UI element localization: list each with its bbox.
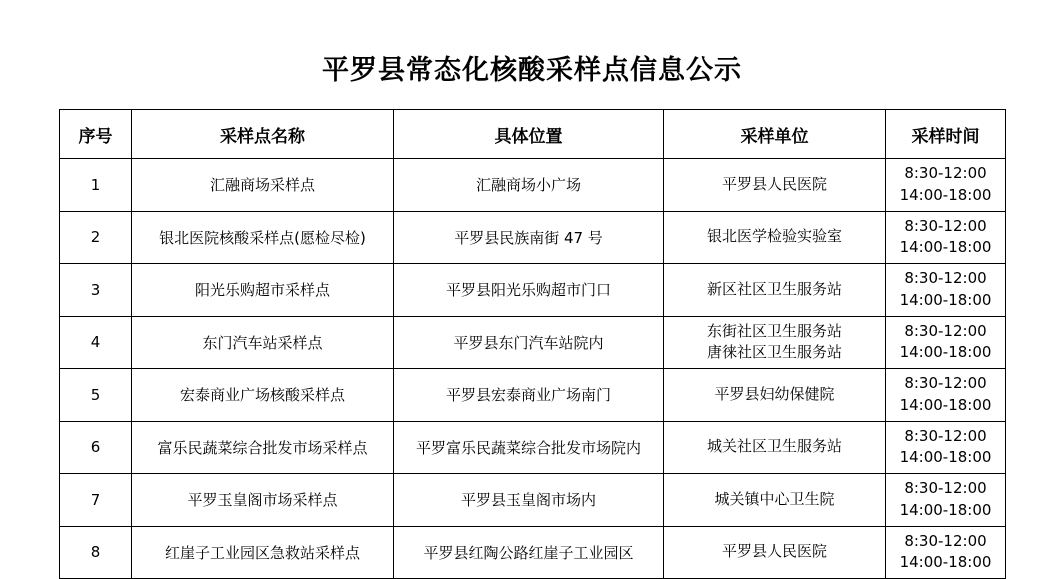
cell-name: 红崖子工业园区急救站采样点: [132, 526, 394, 579]
cell-no: 7: [60, 474, 132, 527]
cell-location: 汇融商场小广场: [394, 159, 664, 212]
table-row: [60, 369, 1006, 422]
column-header-location: 具体位置: [394, 110, 664, 159]
cell-unit: [664, 421, 886, 474]
table-header-row: [60, 110, 1006, 159]
cell-time: [886, 421, 1006, 474]
cell-unit: [664, 316, 886, 369]
cell-no: 6: [60, 421, 132, 474]
column-header-time: 采样时间: [886, 110, 1006, 159]
column-header-unit: 采样单位: [664, 110, 886, 159]
cell-unit: [664, 526, 886, 579]
unit-line: 新区社区卫生服务站: [706, 279, 842, 298]
time-line: 8:30-12:00: [904, 321, 987, 340]
cell-name: 平罗玉皇阁市场采样点: [132, 474, 394, 527]
time-line: 14:00-18:00: [899, 238, 992, 257]
unit-line: 城关社区卫生服务站: [706, 437, 842, 456]
column-header-name: 采样点名称: [132, 110, 394, 159]
unit-line: 平罗县妇幼保健院: [714, 384, 835, 403]
table-row: [60, 316, 1006, 369]
cell-location: 平罗县玉皇阁市场内: [394, 474, 664, 527]
table-row: [60, 211, 1006, 264]
page-title: 平罗县常态化核酸采样点信息公示: [322, 55, 742, 86]
cell-name: 银北医院核酸采样点(愿检尽检): [132, 211, 394, 264]
cell-no: 1: [60, 159, 132, 212]
table-body: [60, 159, 1006, 579]
cell-name: 阳光乐购超市采样点: [132, 264, 394, 317]
cell-location: 平罗县东门汽车站院内: [394, 316, 664, 369]
unit-line: 唐徕社区卫生服务站: [706, 343, 842, 362]
cell-no: 8: [60, 526, 132, 579]
unit-line: 城关镇中心卫生院: [714, 489, 835, 508]
cell-location: 平罗县宏泰商业广场南门: [394, 369, 664, 422]
table-row: [60, 264, 1006, 317]
time-line: 14:00-18:00: [899, 500, 992, 519]
time-line: 8:30-12:00: [904, 426, 987, 445]
cell-time: [886, 316, 1006, 369]
column-header-no: 序号: [60, 110, 132, 159]
cell-time: [886, 159, 1006, 212]
sampling-points-table-wrapper: [59, 109, 1005, 579]
time-line: 14:00-18:00: [899, 448, 992, 467]
time-line: 8:30-12:00: [904, 531, 987, 550]
time-line: 8:30-12:00: [904, 216, 987, 235]
cell-unit: [664, 369, 886, 422]
sampling-points-table: [59, 109, 1006, 579]
table-row: [60, 159, 1006, 212]
cell-name: 汇融商场采样点: [132, 159, 394, 212]
cell-location: 平罗县民族南街 47 号: [394, 211, 664, 264]
cell-name: 宏泰商业广场核酸采样点: [132, 369, 394, 422]
time-line: 14:00-18:00: [899, 343, 992, 362]
unit-line: 银北医学检验实验室: [706, 227, 842, 246]
unit-line: 平罗县人民医院: [721, 542, 827, 561]
time-line: 8:30-12:00: [904, 164, 987, 182]
time-line: 14:00-18:00: [899, 290, 992, 309]
time-line: 8:30-12:00: [904, 479, 987, 497]
time-line: 8:30-12:00: [904, 374, 987, 392]
cell-time: [886, 474, 1006, 527]
cell-no: 2: [60, 211, 132, 264]
cell-time: [886, 211, 1006, 264]
time-line: 14:00-18:00: [899, 553, 992, 572]
time-line: 8:30-12:00: [904, 269, 987, 287]
cell-time: [886, 369, 1006, 422]
cell-unit: [664, 159, 886, 212]
cell-location: 平罗县阳光乐购超市门口: [394, 264, 664, 317]
unit-line: 东街社区卫生服务站: [706, 321, 842, 340]
cell-location: 平罗县红陶公路红崖子工业园区: [394, 526, 664, 579]
cell-unit: [664, 264, 886, 317]
cell-time: [886, 526, 1006, 579]
cell-name: 富乐民蔬菜综合批发市场采样点: [132, 421, 394, 474]
table-row: [60, 526, 1006, 579]
time-line: 14:00-18:00: [899, 395, 992, 414]
cell-unit: [664, 211, 886, 264]
table-row: [60, 421, 1006, 474]
unit-line: 平罗县人民医院: [721, 174, 827, 193]
cell-time: [886, 264, 1006, 317]
time-line: 14:00-18:00: [899, 185, 992, 204]
cell-unit: [664, 474, 886, 527]
cell-no: 5: [60, 369, 132, 422]
cell-name: 东门汽车站采样点: [132, 316, 394, 369]
cell-location: 平罗富乐民蔬菜综合批发市场院内: [394, 421, 664, 474]
cell-no: 4: [60, 316, 132, 369]
cell-no: 3: [60, 264, 132, 317]
table-row: [60, 474, 1006, 527]
